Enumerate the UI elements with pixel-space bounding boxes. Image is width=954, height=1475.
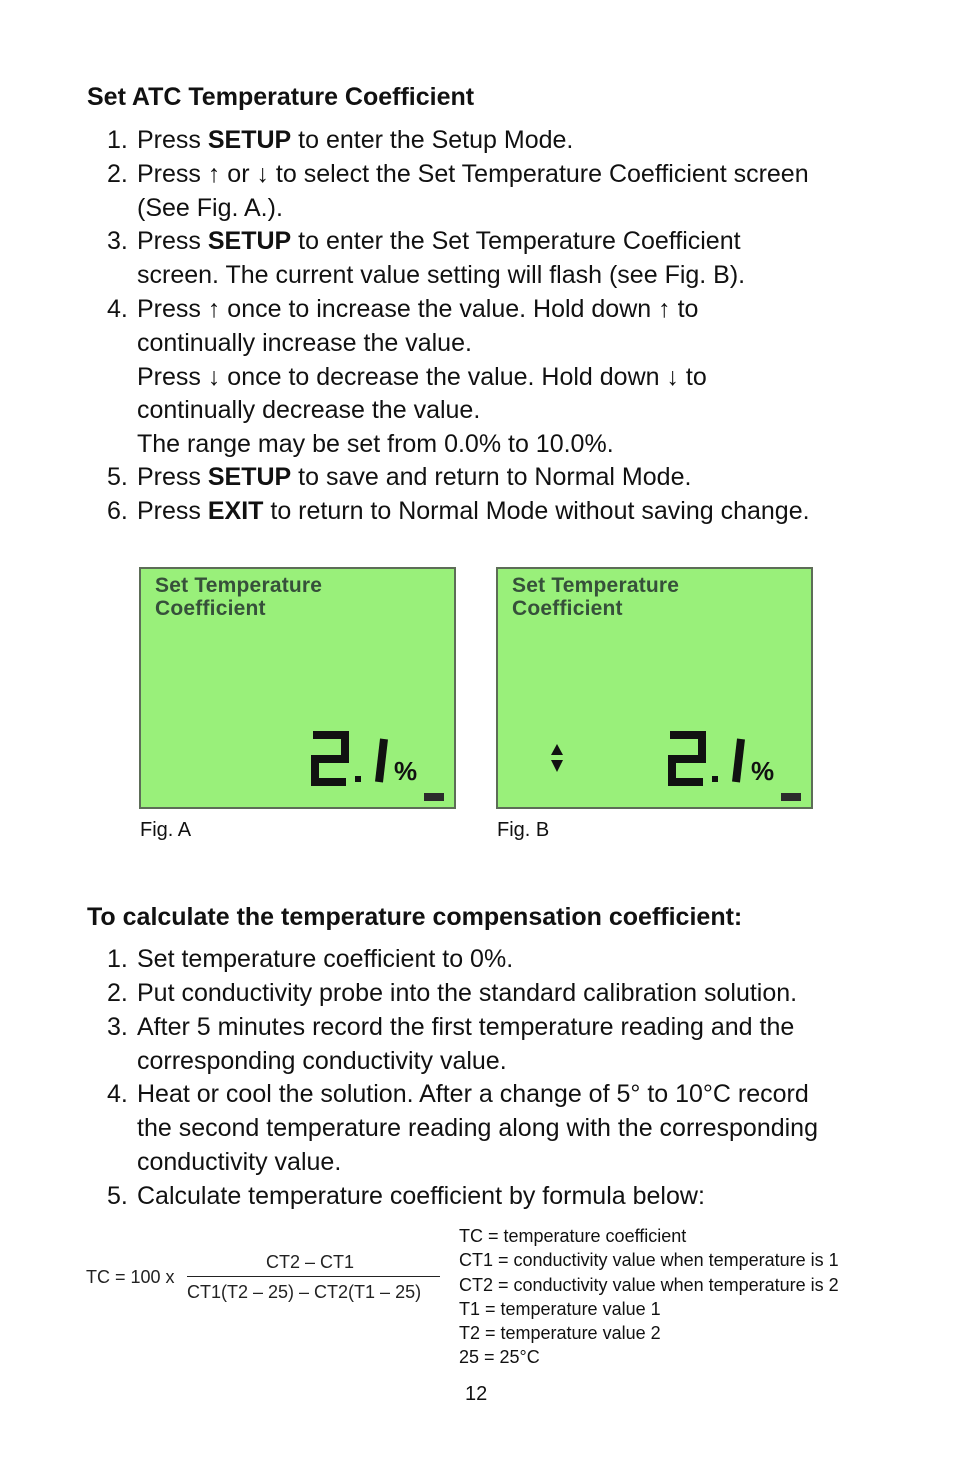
formula-lhs: TC = 100 x — [86, 1267, 175, 1287]
key-exit: EXIT — [207, 497, 264, 525]
lcd-unit: % — [751, 756, 775, 786]
down-arrow-icon — [551, 760, 563, 772]
section-heading-set-atc: Set ATC Temperature Coefficient — [87, 83, 475, 111]
legend-item: T2 = temperature value 2 — [459, 1323, 661, 1344]
section-heading-calculate: To calculate the temperature compensation coefficient: — [87, 903, 743, 931]
up-arrow-icon — [551, 744, 563, 755]
list-item: 5. Calculate temperature coefficient by formula below: — [107, 1182, 705, 1210]
formula-legend — [459, 1224, 839, 1370]
formula-denominator: CT1(T2 – 25) – CT2(T1 – 25) — [187, 1282, 422, 1302]
page-number: 12 — [465, 1383, 488, 1405]
list-item: 1. Set temperature coefficient to 0%. — [107, 945, 514, 973]
legend-item: TC = temperature coefficient — [459, 1226, 687, 1246]
formula-numerator: CT2 – CT1 — [266, 1252, 355, 1272]
lcd-figure-a — [139, 567, 456, 809]
battery-icon — [424, 793, 444, 801]
legend-item: T1 = temperature value 1 — [459, 1298, 661, 1319]
figure-caption-a: Fig. A — [140, 819, 192, 841]
key-setup: SETUP — [207, 126, 292, 154]
battery-icon — [781, 793, 801, 801]
list-item: 2. Put conductivity probe into the standard calibration solution. — [107, 979, 798, 1007]
key-setup: SETUP — [207, 463, 292, 491]
list-item: 2. Press ↑ or ↓ to select the Set Temperature Coefficient screen (See Fig. A.). — [107, 160, 809, 222]
legend-item: CT2 = conductivity value when temperature is 2 — [459, 1274, 839, 1295]
legend-item: CT1 = conductivity value when temperature is 1 — [459, 1250, 839, 1271]
list-item: 1. Press SETUP to enter the Setup Mode. — [107, 126, 574, 154]
list-item: 4. Heat or cool the solution. After a change of 5° to 10°C record the second temperature reading along with the corresponding conductivity value. — [107, 1080, 818, 1176]
list-item: 3. Press SETUP to enter the Set Temperature Coefficient screen. The current value setting will flash (see Fig. B). — [107, 227, 746, 289]
fraction-bar — [187, 1276, 440, 1277]
legend-item: 25 = 25°C — [459, 1347, 540, 1368]
list-item: 5. Press SETUP to save and return to Normal Mode. — [107, 463, 692, 491]
lcd-title: Set Temperature Coefficient — [155, 574, 323, 620]
key-setup: SETUP — [207, 227, 292, 255]
lcd-figure-b — [496, 567, 813, 809]
list-item: 3. After 5 minutes record the first temperature reading and the corresponding conductivity value. — [107, 1013, 795, 1075]
lcd-title: Set Temperature Coefficient — [512, 574, 680, 620]
figure-caption-b: Fig. B — [497, 819, 550, 841]
list-item: 6. Press EXIT to return to Normal Mode without saving change. — [107, 497, 810, 525]
list-item: 4. Press ↑ once to increase the value. Hold down ↑ to continually increase the value. Press ↓ once to decrease the value. Hold down ↓ to continually decrease the value. The range may be set from 0.0% to 10.0%. — [107, 295, 707, 459]
lcd-unit: % — [394, 756, 418, 786]
